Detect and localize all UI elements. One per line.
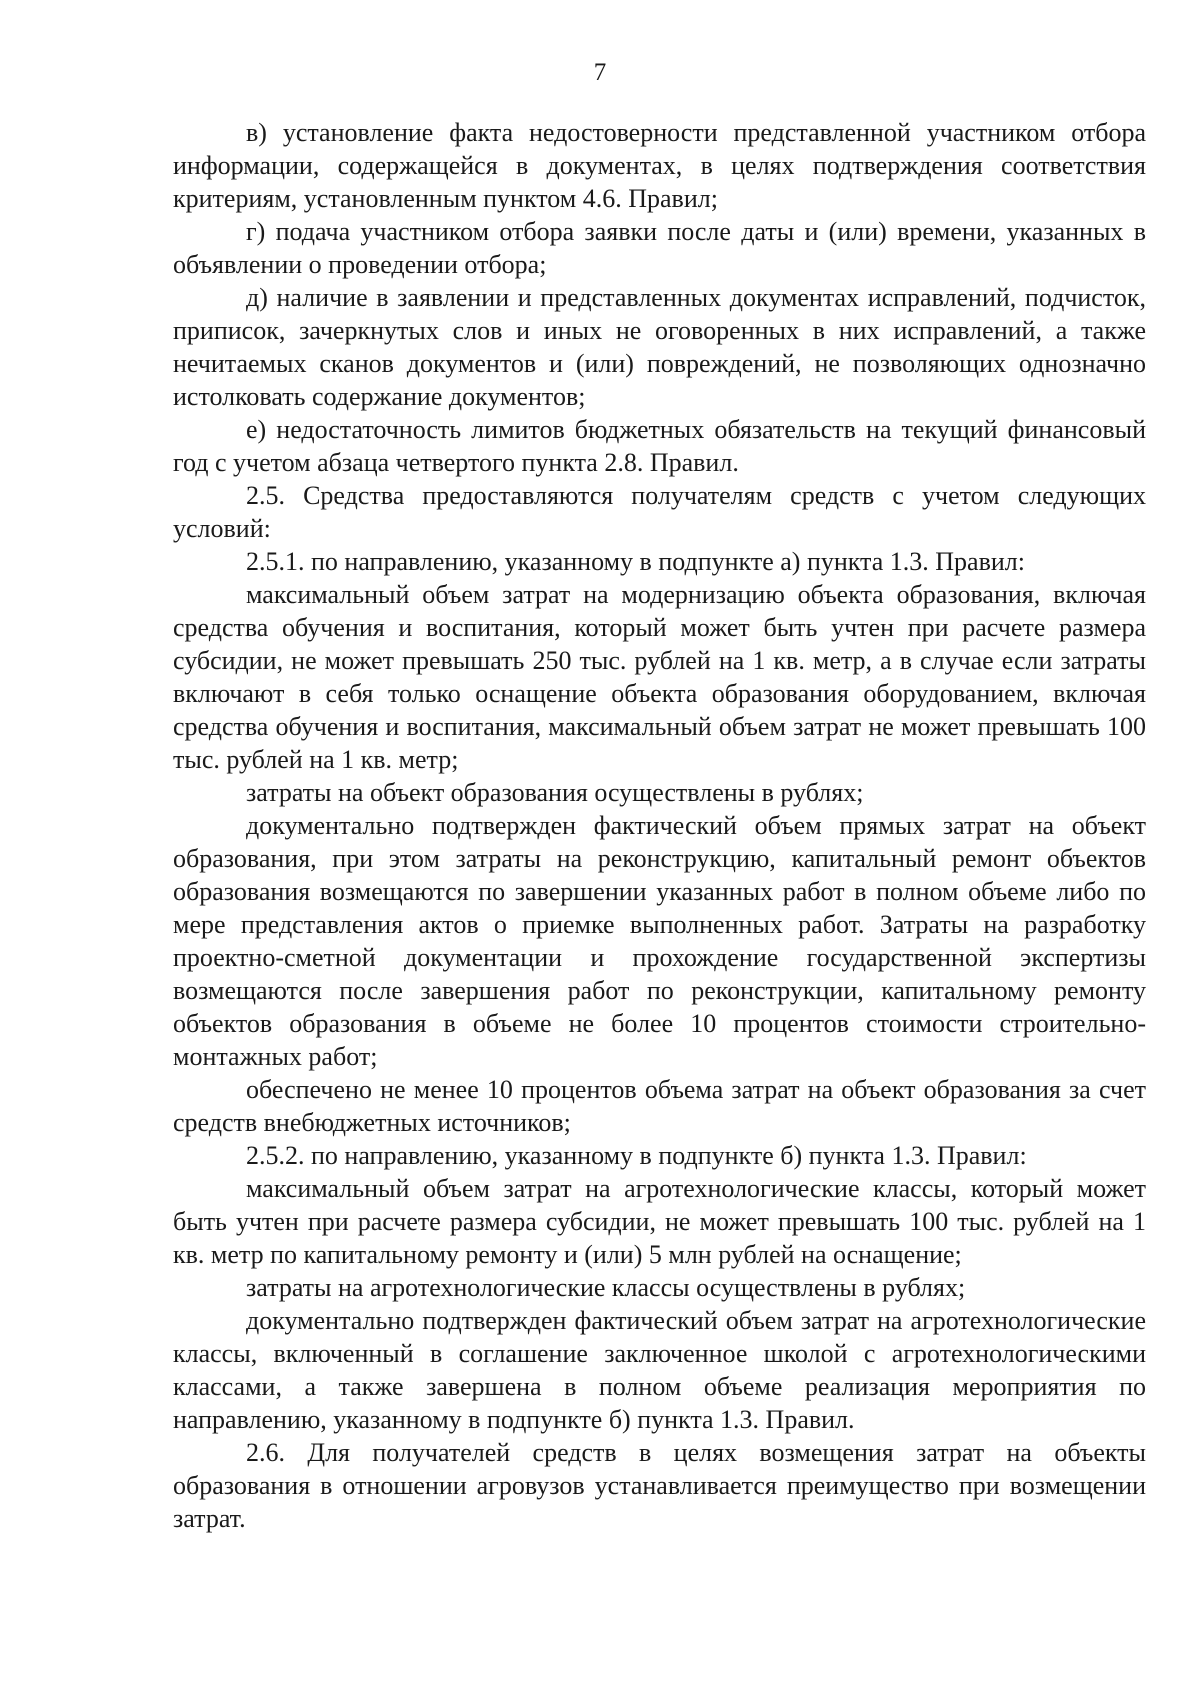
paragraph-2-6: 2.6. Для получателей средств в целях возмещения затрат на объекты образования в отношении агровузов устанавливается преимущество при возмещении затрат. <box>173 1438 1146 1533</box>
paragraph-agrotech-costs-in-rubles: затраты на агротехнологические классы осуществлены в рублях; <box>246 1273 966 1302</box>
paragraph-max-cost-agrotech: максимальный объем затрат на агротехнологические классы, который может быть учтен при расчете размера субсидии, не может превышать 100 тыс. рублей на 1 кв. метр по капитальному ремонту и (или) 5 млн рублей на оснащение; <box>173 1174 1146 1269</box>
paragraph-item-g: г) подача участником отбора заявки после даты и (или) времени, указанных в объявлении о проведении отбора; <box>173 217 1146 279</box>
paragraph-documented-costs: документально подтвержден фактический объем прямых затрат на объект образования, при этом затраты на реконструкцию, капитальный ремонт объектов образования возмещаются по завершении указанных работ в полном объеме либо по мере представления актов о приемке выполненных работ. Затраты на разработку проектно-сметной документации и прохождение государственной экспертизы возмещаются после завершения работ по реконструкции, капитальному ремонту объектов образования в объеме не более 10 процентов стоимости строительно-монтажных работ; <box>173 811 1146 1071</box>
paragraph-max-cost-modernization: максимальный объем затрат на модернизацию объекта образования, включая средства обучения и воспитания, который может быть учтен при расчете размера субсидии, не может превышать 250 тыс. рублей на 1 кв. метр, а в случае если затраты включают в себя только оснащение объекта образования оборудованием, включая средства обучения и воспитания, максимальный объем затрат не может превышать 100 тыс. рублей на 1 кв. метр; <box>173 580 1146 774</box>
paragraph-item-d: д) наличие в заявлении и представленных документах исправлений, подчисток, приписок, зачеркнутых слов и иных не оговоренных в них исправлений, а также нечитаемых сканов документов и (или) повреждений, не позволяющих однозначно истолковать содержание документов; <box>173 283 1146 411</box>
document-body <box>173 116 1146 1535</box>
paragraph-costs-in-rubles: затраты на объект образования осуществлены в рублях; <box>246 778 864 807</box>
paragraph-extrabudgetary-share: обеспечено не менее 10 процентов объема затрат на объект образования за счет средств внебюджетных источников; <box>173 1075 1146 1137</box>
page-number: 7 <box>593 59 607 86</box>
paragraph-2-5-1: 2.5.1. по направлению, указанному в подпункте а) пункта 1.3. Правил: <box>246 547 1025 576</box>
paragraph-item-e: е) недостаточность лимитов бюджетных обязательств на текущий финансовый год с учетом абзаца четвертого пункта 2.8. Правил. <box>173 415 1146 477</box>
paragraph-agrotech-documented-costs: документально подтвержден фактический объем затрат на агротехнологические классы, включенный в соглашение заключенное школой с агротехнологическими классами, а также завершена в полном объеме реализация мероприятия по направлению, указанному в подпункте б) пункта 1.3. Правил. <box>173 1306 1146 1434</box>
paragraph-2-5-2: 2.5.2. по направлению, указанному в подпункте б) пункта 1.3. Правил: <box>246 1141 1027 1170</box>
paragraph-item-v: в) установление факта недостоверности представленной участником отбора информации, содержащейся в документах, в целях подтверждения соответствия критериям, установленным пунктом 4.6. Правил; <box>173 118 1146 213</box>
paragraph-2-5: 2.5. Средства предоставляются получателям средств с учетом следующих условий: <box>173 481 1146 543</box>
